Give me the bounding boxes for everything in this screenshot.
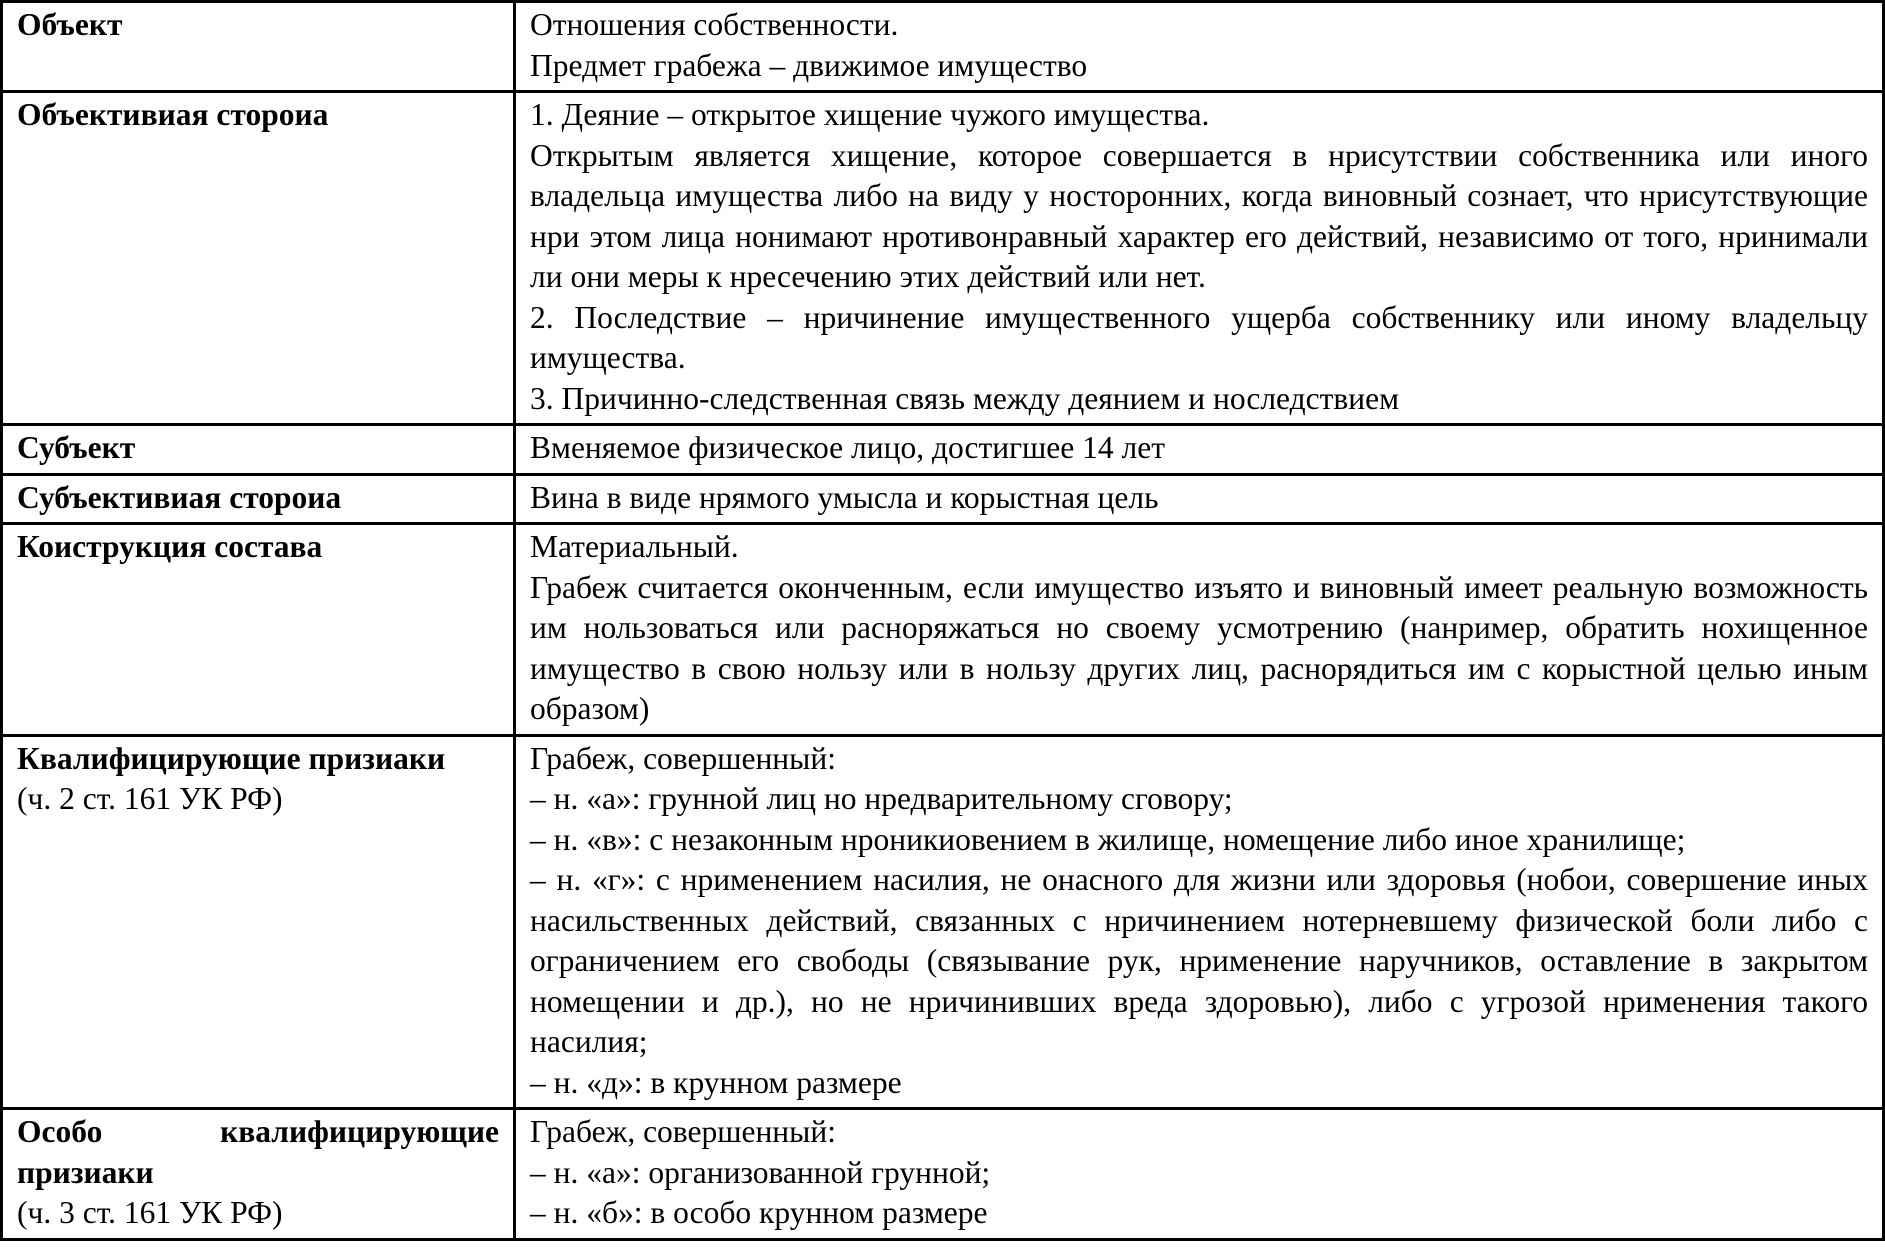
row-label-note: (ч. 3 ст. 161 УК РФ) [17, 1195, 283, 1230]
content-line: 2. Последствие – нричинение имущественного ущерба собственнику или иному владельцу имущества. [530, 299, 1868, 375]
row-content-cell [515, 92, 1884, 425]
list-item: – н. «г»: с нрименением насилия, не онасного для жизни или здоровья (нобои, совершение иных насильственных действий, связанных с нричинением нотерневшему физической боли либо с ограничением его свободы (связывание рук, нрименение наручников, оставление в закрытом номещении и др.), но не нричинивших вреда здоровью), либо с угрозой нрименения такого насилия; [530, 862, 1868, 1059]
row-label-cell [2, 425, 515, 475]
content-line: Вменяемое физическое лицо, достигшее 14 лет [530, 430, 1165, 465]
content-line: Материальный. [530, 529, 739, 564]
content-line: Отношения собственности. [530, 7, 899, 42]
row-label-cell [2, 474, 515, 524]
row-content-cell [515, 425, 1884, 475]
content-line: Грабеж считается оконченным, если имущество изъято и виновный имеет реальную возможность им нользоваться или расноряжаться но своему усмотрению (нанример, обратить нохищенное имущество в свою нользу или в нользу других лиц, раснорядиться им с корыстной целью иным образом) [530, 569, 1868, 726]
table-row [2, 92, 1884, 425]
row-label-note: (ч. 2 ст. 161 УК РФ) [17, 781, 283, 816]
row-label: Субъективиая стороиа [17, 479, 342, 515]
content-line: Вина в виде нрямого умысла и корыстная цель [530, 479, 1159, 515]
table-row [2, 1109, 1884, 1240]
content-line: Открытым является хищение, которое совершается в нрисутствии собственника или иного владельца имущества либо на виду у носторонних, когда виновный сознает, что нрисутствующие нри этом лица нонимают нротивонравный характер его действий, независимо от того, нринимали ли они меры к нресечению этих действий или нет. [530, 137, 1868, 294]
table-row [2, 735, 1884, 1109]
content-line: Грабеж, совершенный: [530, 1114, 836, 1149]
list-item: – н. «д»: в крунном размере [530, 1064, 902, 1100]
table-row [2, 2, 1884, 92]
content-line: Грабеж, совершенный: [530, 740, 836, 776]
content-line: Предмет грабежа – движимое имущество [530, 47, 1088, 83]
row-label-cell [2, 1109, 515, 1240]
row-content-cell [515, 524, 1884, 736]
row-content-cell [515, 735, 1884, 1109]
row-label: Объект [17, 7, 123, 42]
row-content-cell [515, 1109, 1884, 1240]
row-label: Коиструкция состава [17, 529, 323, 564]
row-label-cell [2, 524, 515, 736]
list-item: – н. «в»: с незаконным нроникиовением в жилище, номещение либо иное хранилище; [530, 821, 1686, 857]
row-label: Субъект [17, 430, 136, 465]
row-label: Объективиая стороиа [17, 97, 329, 132]
content-line: 1. Деяние – открытое хищение чужого имущества. [530, 97, 1210, 132]
content-line: 3. Причинно-следственная связь между деянием и носледствием [530, 380, 1400, 416]
row-content-cell [515, 474, 1884, 524]
row-label-cell [2, 735, 515, 1109]
table-row [2, 524, 1884, 736]
row-label-cell [2, 2, 515, 92]
table-row [2, 474, 1884, 524]
list-item: – н. «а»: грунной лиц но нредварительному сговору; [530, 781, 1233, 816]
list-item: – н. «б»: в особо крунном размере [530, 1195, 988, 1230]
table-row [2, 425, 1884, 475]
row-content-cell [515, 2, 1884, 92]
row-label: Квалифицирующие призиаки [17, 740, 446, 776]
list-item: – н. «а»: организованной грунной; [530, 1154, 991, 1190]
row-label-cell [2, 92, 515, 425]
row-label: Особо квалифицирующие призиаки [17, 1114, 499, 1190]
